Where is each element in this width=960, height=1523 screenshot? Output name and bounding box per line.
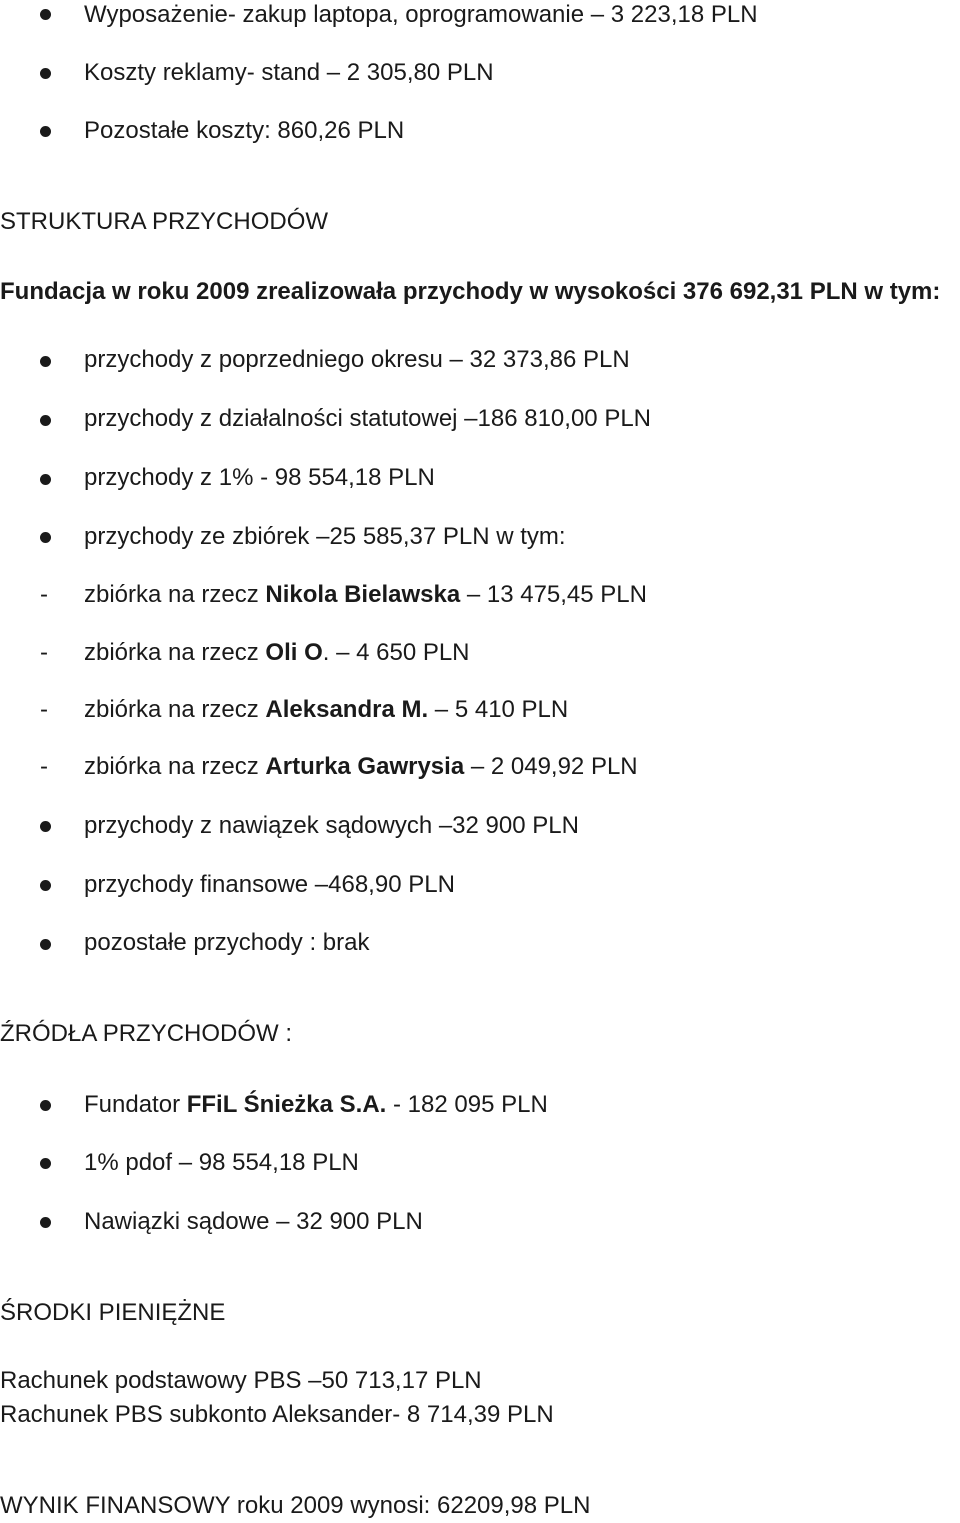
collection-prefix: zbiórka na rzecz — [84, 639, 266, 666]
source-item: 1% pdof – 98 554,18 PLN — [84, 1149, 359, 1176]
collection-beneficiary: Nikola Bielawska — [265, 581, 461, 608]
bullet — [40, 126, 51, 137]
bullet — [40, 356, 51, 367]
collection-item — [84, 695, 568, 725]
collection-item — [84, 580, 647, 610]
dash-marker: - — [40, 639, 48, 666]
collection-amount: – 5 410 PLN — [428, 696, 569, 723]
revenue-item: przychody z nawiązek sądowych –32 900 PLN — [84, 812, 579, 839]
collection-prefix: zbiórka na rzecz — [84, 581, 266, 608]
bullet — [40, 821, 51, 832]
dash-marker: - — [40, 696, 48, 723]
dash-marker: - — [40, 753, 48, 780]
revenue-item: przychody ze zbiórek –25 585,37 PLN w tym: — [84, 523, 566, 550]
founder-amount: - 182 095 PLN — [386, 1091, 548, 1118]
collection-beneficiary: Oli O — [265, 639, 323, 666]
bullet — [40, 9, 51, 20]
collection-prefix: zbiórka na rzecz — [84, 696, 266, 723]
bullet — [40, 1217, 51, 1228]
collection-item — [84, 638, 470, 668]
bullet — [40, 415, 51, 426]
section-heading-revenue-sources: ŹRÓDŁA PRZYCHODÓW : — [0, 1020, 293, 1047]
founder-prefix: Fundator — [84, 1091, 187, 1118]
cash-line: Rachunek PBS subkonto Aleksander- 8 714,39 PLN — [0, 1401, 554, 1428]
collection-beneficiary: Aleksandra M. — [265, 696, 429, 723]
cost-item: Pozostałe koszty: 860,26 PLN — [84, 117, 405, 144]
cash-line: Rachunek podstawowy PBS –50 713,17 PLN — [0, 1367, 482, 1394]
collection-prefix: zbiórka na rzecz — [84, 753, 266, 780]
revenue-item: przychody z poprzedniego okresu – 32 373,86 PLN — [84, 346, 630, 373]
collection-item — [84, 752, 638, 782]
revenue-item: pozostałe przychody : brak — [84, 929, 370, 956]
source-item-founder — [84, 1090, 548, 1120]
founder-name: FFiL Śnieżka S.A. — [186, 1091, 387, 1118]
bullet — [40, 474, 51, 485]
source-item: Nawiązki sądowe – 32 900 PLN — [84, 1208, 423, 1235]
cost-item: Koszty reklamy- stand – 2 305,80 PLN — [84, 59, 494, 86]
bullet — [40, 1100, 51, 1111]
bullet — [40, 939, 51, 950]
section-heading-revenue-structure: STRUKTURA PRZYCHODÓW — [0, 208, 329, 235]
collection-amount: . – 4 650 PLN — [322, 639, 470, 666]
bullet — [40, 880, 51, 891]
revenue-item: przychody z 1% - 98 554,18 PLN — [84, 464, 435, 491]
collection-beneficiary: Arturka Gawrysia — [265, 753, 465, 780]
cost-item: Wyposażenie- zakup laptopa, oprogramowanie – 3 223,18 PLN — [84, 1, 758, 28]
bullet — [40, 532, 51, 543]
revenue-item: przychody z działalności statutowej –186 810,00 PLN — [84, 405, 651, 432]
financial-result: WYNIK FINANSOWY roku 2009 wynosi: 62209,98 PLN — [0, 1492, 591, 1519]
bullet — [40, 1158, 51, 1169]
revenue-item: przychody finansowe –468,90 PLN — [84, 871, 455, 898]
collection-amount: – 13 475,45 PLN — [460, 581, 647, 608]
collection-amount: – 2 049,92 PLN — [464, 753, 638, 780]
dash-marker: - — [40, 581, 48, 608]
revenue-intro: Fundacja w roku 2009 zrealizowała przychody w wysokości 376 692,31 PLN w tym: — [0, 278, 941, 305]
bullet — [40, 68, 51, 79]
section-heading-cash: ŚRODKI PIENIĘŻNE — [0, 1299, 226, 1326]
